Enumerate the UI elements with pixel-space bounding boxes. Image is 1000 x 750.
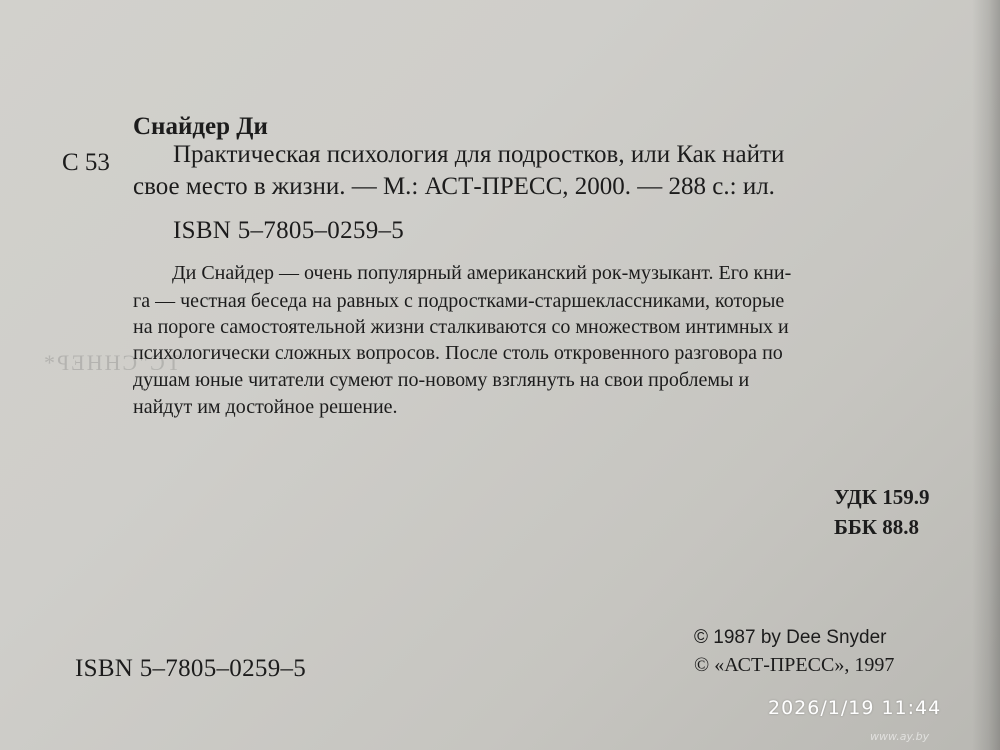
photo-timestamp: 2026/1/19 11:44: [768, 697, 942, 719]
book-author: Снайдер Ди: [133, 113, 268, 140]
bleed-through-stamp: ТС"СННЕР*: [42, 350, 181, 375]
isbn-catalog: ISBN 5–7805–0259–5: [173, 217, 405, 244]
book-title-line: Практическая психология для подростков, или Как найти: [173, 141, 785, 168]
bbk-code: ББК 88.8: [834, 515, 919, 539]
annotation-line: Ди Снайдер — очень популярный американский рок-музыкант. Его кни-: [172, 262, 792, 284]
copyright-original: © 1987 by Dee Snyder: [694, 627, 887, 648]
annotation-line: психологически сложных вопросов. После столь откровенного разговора по: [133, 342, 783, 364]
copyright-publisher: © «АСТ-ПРЕСС», 1997: [694, 654, 895, 676]
annotation-line: га — честная беседа на равных с подростками-старшеклассниками, которые: [133, 290, 785, 312]
annotation-line: найдут им достойное решение.: [133, 396, 398, 418]
watermark-logo: www.ay.by: [870, 730, 930, 743]
isbn-bottom: ISBN 5–7805–0259–5: [75, 655, 307, 682]
annotation-line: на пороге самостоятельной жизни сталкиваются со множеством интимных и: [133, 316, 789, 338]
annotation-line: душам юные читатели сумеют по-новому взглянуть на свои проблемы и: [133, 369, 750, 391]
udk-code: УДК 159.9: [834, 485, 930, 509]
page-edge-shadow: [972, 0, 1000, 750]
book-title-line: свое место в жизни. — М.: АСТ-ПРЕСС, 2000. — 288 с.: ил.: [133, 173, 775, 200]
shelf-code: С 53: [62, 149, 110, 176]
